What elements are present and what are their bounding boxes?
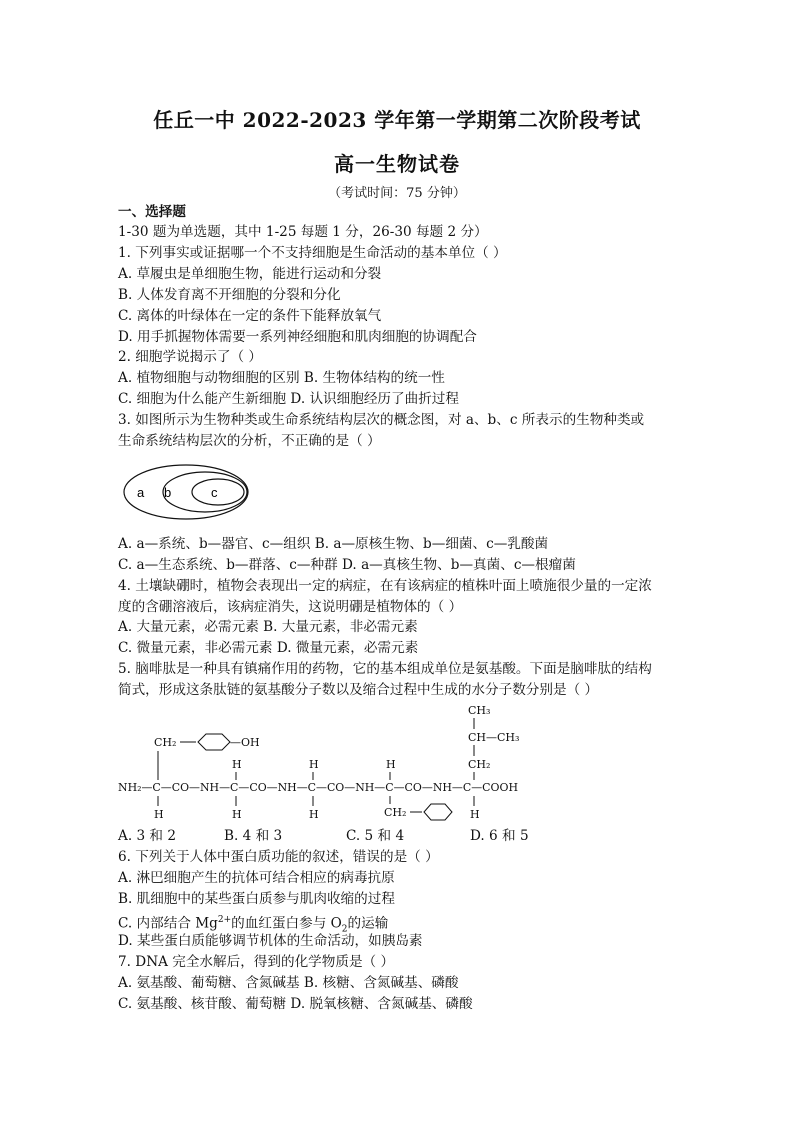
q5-option-b: B. 4 和 3: [224, 828, 283, 844]
q6-c-text: 的运输: [347, 915, 389, 932]
chem-h: H: [386, 758, 396, 771]
chem-ch2-right: CH₂: [468, 758, 491, 771]
page-title: 任丘一中 2022-2023 学年第一学期第二次阶段考试: [153, 108, 641, 132]
q3-options-ab: A. a—系统、b—器官、c—组织 B. a—原核生物、b—细菌、c—乳酸菌: [118, 536, 549, 552]
q1-option-b: B. 人体发育离不开细胞的分裂和分化: [118, 287, 341, 303]
q2-options-cd: C. 细胞为什么能产生新细胞 D. 认识细胞经历了曲折过程: [118, 391, 459, 407]
chem-ch2-tyr: CH₂: [154, 736, 177, 749]
q6-stem: 6. 下列关于人体中蛋白质功能的叙述，错误的是（ ）: [118, 849, 439, 865]
page-subtitle: 高一生物试卷: [334, 152, 460, 176]
q7-options-ab: A. 氨基酸、葡萄糖、含氮碱基 B. 核糖、含氮碱基、磷酸: [118, 975, 459, 991]
q3-stem-line1: 3. 如图所示为生物种类或生命系统结构层次的概念图，对 a、b、c 所表示的生物种类或: [118, 412, 645, 428]
q6-c-superscript: 2+: [217, 915, 232, 925]
q5-option-a: A. 3 和 2: [118, 828, 176, 844]
chem-h: H: [309, 808, 319, 821]
label-b: b: [164, 485, 172, 500]
section-instructions: 1-30 题为单选题，其中 1-25 每题 1 分，26-30 每题 2 分）: [118, 224, 488, 240]
q7-stem: 7. DNA 完全水解后，得到的化学物质是（ ）: [118, 954, 395, 970]
chem-h: H: [309, 758, 319, 771]
q4-stem-line2: 度的含硼溶液后，该病症消失，这说明硼是植物体的（ ）: [118, 599, 463, 615]
q2-stem: 2. 细胞学说揭示了（ ）: [118, 349, 262, 365]
q1-stem: 1. 下列事实或证据哪一个不支持细胞是生命活动的基本单位（ ）: [118, 245, 507, 261]
chem-main-chain: NH₂—C—CO—NH—C—CO—NH—C—CO—NH—C—CO—NH—C—COOH: [118, 781, 518, 794]
chem-h: H: [154, 808, 164, 821]
q6-c-text: C. 内部结合 Mg: [118, 915, 218, 932]
ellipse-c: [192, 479, 244, 505]
q4-options-cd: C. 微量元素，非必需元素 D. 微量元素，必需元素: [118, 640, 419, 656]
q4-stem-line1: 4. 土壤缺硼时，植物会表现出一定的病症，在有该病症的植株叶面上喷施很少量的一定浓: [118, 578, 652, 594]
chem-ch-ch3: CH—CH₃: [468, 731, 520, 744]
q6-option-a: A. 淋巴细胞产生的抗体可结合相应的病毒抗原: [118, 870, 395, 886]
q6-option-b: B. 肌细胞中的某些蛋白质参与肌肉收缩的过程: [118, 891, 395, 907]
chem-h: H: [470, 808, 480, 821]
q5-stem-line1: 5. 脑啡肽是一种具有镇痛作用的药物，它的基本组成单位是氨基酸。下面是脑啡肽的结构: [118, 661, 652, 677]
q1-option-d: D. 用手抓握物体需要一系列神经细胞和肌肉细胞的协调配合: [118, 329, 477, 345]
ellipse-b: [163, 472, 247, 512]
q5-option-c: C. 5 和 4: [346, 828, 405, 844]
q1-option-c: C. 离体的叶绿体在一定的条件下能释放氧气: [118, 308, 382, 324]
q3-options-cd: C. a—生态系统、b—群落、c—种群 D. a—真核生物、b—真菌、c—根瘤菌: [118, 557, 576, 573]
chem-ch2-phe: CH₂: [384, 806, 407, 819]
q6-c-text: 的血红蛋白参与 O: [231, 915, 342, 932]
q6-c-subscript: 2: [341, 924, 348, 935]
q5-options: [118, 826, 538, 846]
benzene-ring-icon: [424, 804, 452, 820]
q4-options-ab: A. 大量元素，必需元素 B. 大量元素，非必需元素: [118, 619, 418, 635]
q6-option-d: D. 某些蛋白质能够调节机体的生命活动，如胰岛素: [118, 933, 423, 949]
chem-oh: —OH: [230, 736, 260, 749]
chem-ch3-top: CH₃: [468, 704, 491, 717]
q7-options-cd: C. 氨基酸、核苷酸、葡萄糖 D. 脱氧核糖、含氮碱基、磷酸: [118, 996, 473, 1012]
peptide-structure: [118, 700, 538, 822]
chem-h: H: [232, 808, 242, 821]
section-heading: 一、选择题: [118, 204, 186, 220]
exam-time: （考试时间：75 分钟）: [328, 186, 466, 201]
chem-h: H: [232, 758, 242, 771]
q2-options-ab: A. 植物细胞与动物细胞的区别 B. 生物体结构的统一性: [118, 370, 445, 386]
q1-option-a: A. 草履虫是单细胞生物，能进行运动和分裂: [118, 266, 382, 282]
label-a: a: [137, 485, 145, 500]
concept-diagram: [120, 458, 260, 528]
label-c: c: [211, 485, 218, 500]
q3-stem-line2: 生命系统结构层次的分析，不正确的是（ ）: [118, 433, 381, 449]
benzene-ring-icon: [198, 734, 230, 750]
q5-option-d: D. 6 和 5: [470, 828, 529, 844]
q5-stem-line2: 简式，形成这条肽链的氨基酸分子数以及缩合过程中生成的水分子数分别是（ ）: [118, 682, 599, 698]
